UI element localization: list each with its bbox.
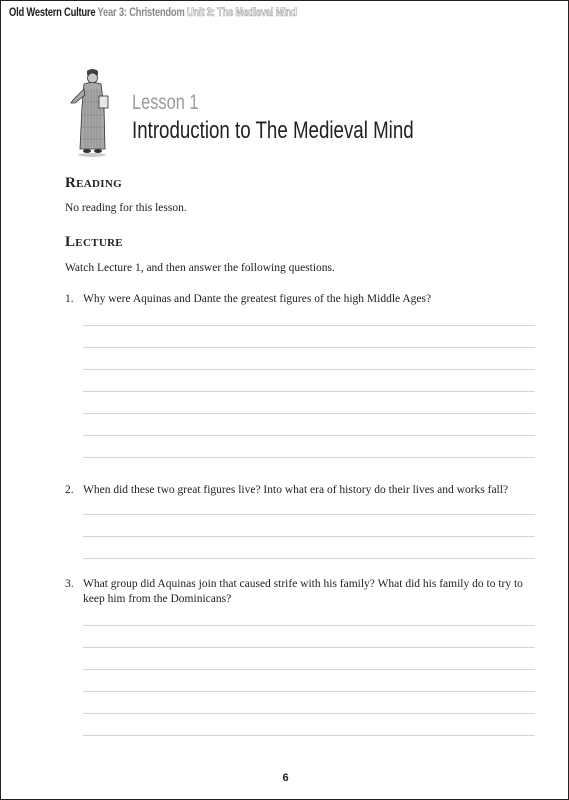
question-text: When did these two great figures live? Into what era of history do their lives and works fall? [83, 484, 509, 496]
answer-line[interactable] [83, 347, 535, 348]
answer-line[interactable] [83, 669, 535, 670]
answer-line[interactable] [83, 369, 535, 370]
answer-line[interactable] [83, 558, 535, 559]
answer-line[interactable] [83, 391, 535, 392]
running-header [9, 7, 297, 19]
lecture-heading: Lecture [65, 234, 123, 250]
question-text: Why were Aquinas and Dante the greatest figures of the high Middle Ages? [83, 293, 432, 305]
answer-line[interactable] [83, 625, 535, 626]
reading-heading: Reading [65, 175, 122, 191]
answer-line[interactable] [83, 514, 535, 515]
question-number: 1. [65, 293, 74, 305]
answer-line[interactable] [83, 536, 535, 537]
answer-line[interactable] [83, 413, 535, 414]
question-1 [65, 292, 535, 307]
answer-line[interactable] [83, 713, 535, 714]
header-year: Year 3: Christendom [97, 7, 185, 19]
question-number: 2. [65, 484, 74, 496]
lesson-number: Lesson 1 [132, 91, 199, 114]
answer-line[interactable] [83, 435, 535, 436]
question-text: What group did Aquinas join that caused strife with his family? What did his family do to try to keep him from the Dominicans? [83, 578, 523, 605]
lecture-text: Watch Lecture 1, and then answer the following questions. [65, 262, 335, 274]
answer-line[interactable] [83, 735, 535, 736]
header-unit: Unit 3: The Medieval Mind [186, 7, 297, 19]
lesson-title: Introduction to The Medieval Mind [132, 117, 414, 144]
question-3 [65, 577, 535, 607]
answer-line[interactable] [83, 647, 535, 648]
answer-line[interactable] [83, 325, 535, 326]
medieval-scholar-icon [67, 67, 115, 159]
question-2 [65, 483, 535, 498]
answer-line[interactable] [83, 691, 535, 692]
answer-line[interactable] [83, 457, 535, 458]
page-number: 6 [282, 772, 289, 784]
question-number: 3. [65, 578, 74, 590]
reading-text: No reading for this lesson. [65, 202, 187, 214]
header-series: Old Western Culture [9, 7, 96, 19]
